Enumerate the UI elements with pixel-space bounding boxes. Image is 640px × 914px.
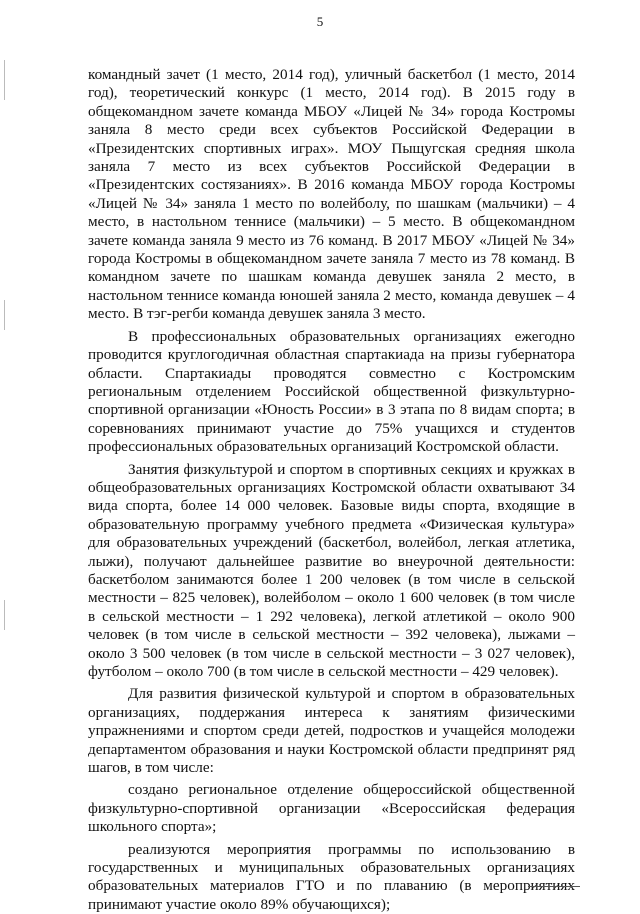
footer-divider <box>528 886 580 887</box>
list-item-regional-branch: создано региональное отделение общероссийской общественной физкультурно-спортивной организации «Всероссийская федерация школьного спорта»; <box>88 781 575 836</box>
list-item-gto-program: реализуются мероприятия программы по использованию в государственных и муниципальных образовательных организациях образовательных материалов ГТО и по плаванию (в мероприятиях принимают участие около 89% обучающихся); <box>88 840 575 913</box>
paragraph-sports-results: командный зачет (1 место, 2014 год), уличный баскетбол (1 место, 2014 год), теоретический конкурс (1 место, 2014 год). В 2015 году в общекомандном зачете команда МБОУ «Лицей № 34» города Костромы заняла 8 место среди всех субъектов Российской Федерации в «Президентских спортивных играх». МОУ Пыщугская средняя школа заняла 7 место из всех субъектов Российской Федерации в «Президентских состязаниях». В 2016 команда МБОУ города Костромы «Лицей № 34» заняла 1 место по волейболу, по шашкам (мальчики) – 4 место, в настольном теннисе (мальчики) – 5 место. В общекомандном зачете команда заняла 9 место из 76 команд. В 2017 МБОУ «Лицей № 34» города Костромы в общекомандном зачете заняла 7 место из 78 команд. В командном зачете по шашкам команда девушек заняла 2 место, в настольном теннисе команда юношей заняла 2 место, команда девушек – 4 место. В тэг-регби команда девушек заняла 3 место. <box>88 66 575 323</box>
scan-edge-mark <box>4 60 5 100</box>
paragraph-development-steps: Для развития физической культурой и спортом в образовательных организациях, поддержания интереса к занятиям физическими упражнениями и спортом среди детей, подростков и учащейся молодежи департаментом образования и науки Костромской области предпринят ряд шагов, в том числе: <box>88 685 575 777</box>
scan-edge-mark <box>4 600 5 630</box>
document-body <box>88 66 575 914</box>
paragraph-sports-sections: Занятия физкультурой и спортом в спортивных секциях и кружках в общеобразовательных организациях Костромской области охватывают 34 вида спорта, более 14 000 человек. Базовые виды спорта, входящие в образовательную программу учебного предмета «Физическая культура» для образовательных учреждений (баскетбол, волейбол, легкая атлетика, лыжи), получают дальнейшее развитие во внеурочной деятельности: баскетболом занимаются более 1 200 человек (в том числе в сельской местности – 825 человек), волейболом – около 1 600 человек (в том числе в сельской местности – 1 292 человека), легкой атлетикой – около 900 человек (в том числе в сельской местности – 392 человека), лыжами – около 3 500 человек (в том числе в сельской местности – 3 027 человек), футболом – около 700 (в том числе в сельской местности – 429 человек). <box>88 460 575 680</box>
scan-edge-mark <box>4 300 5 330</box>
paragraph-spartakiad: В профессиональных образовательных организациях ежегодно проводится круглогодичная областная спартакиада на призы губернатора области. Спартакиады проводятся совместно с Костромским региональным отделением Российской общественной физкультурно-спортивной организации «Юность России» в 3 этапа по 8 видам спорта; в соревнованиях принимают участие до 75% учащихся и студентов профессиональных образовательных организаций Костромской области. <box>88 327 575 456</box>
page-number: 5 <box>316 14 324 29</box>
